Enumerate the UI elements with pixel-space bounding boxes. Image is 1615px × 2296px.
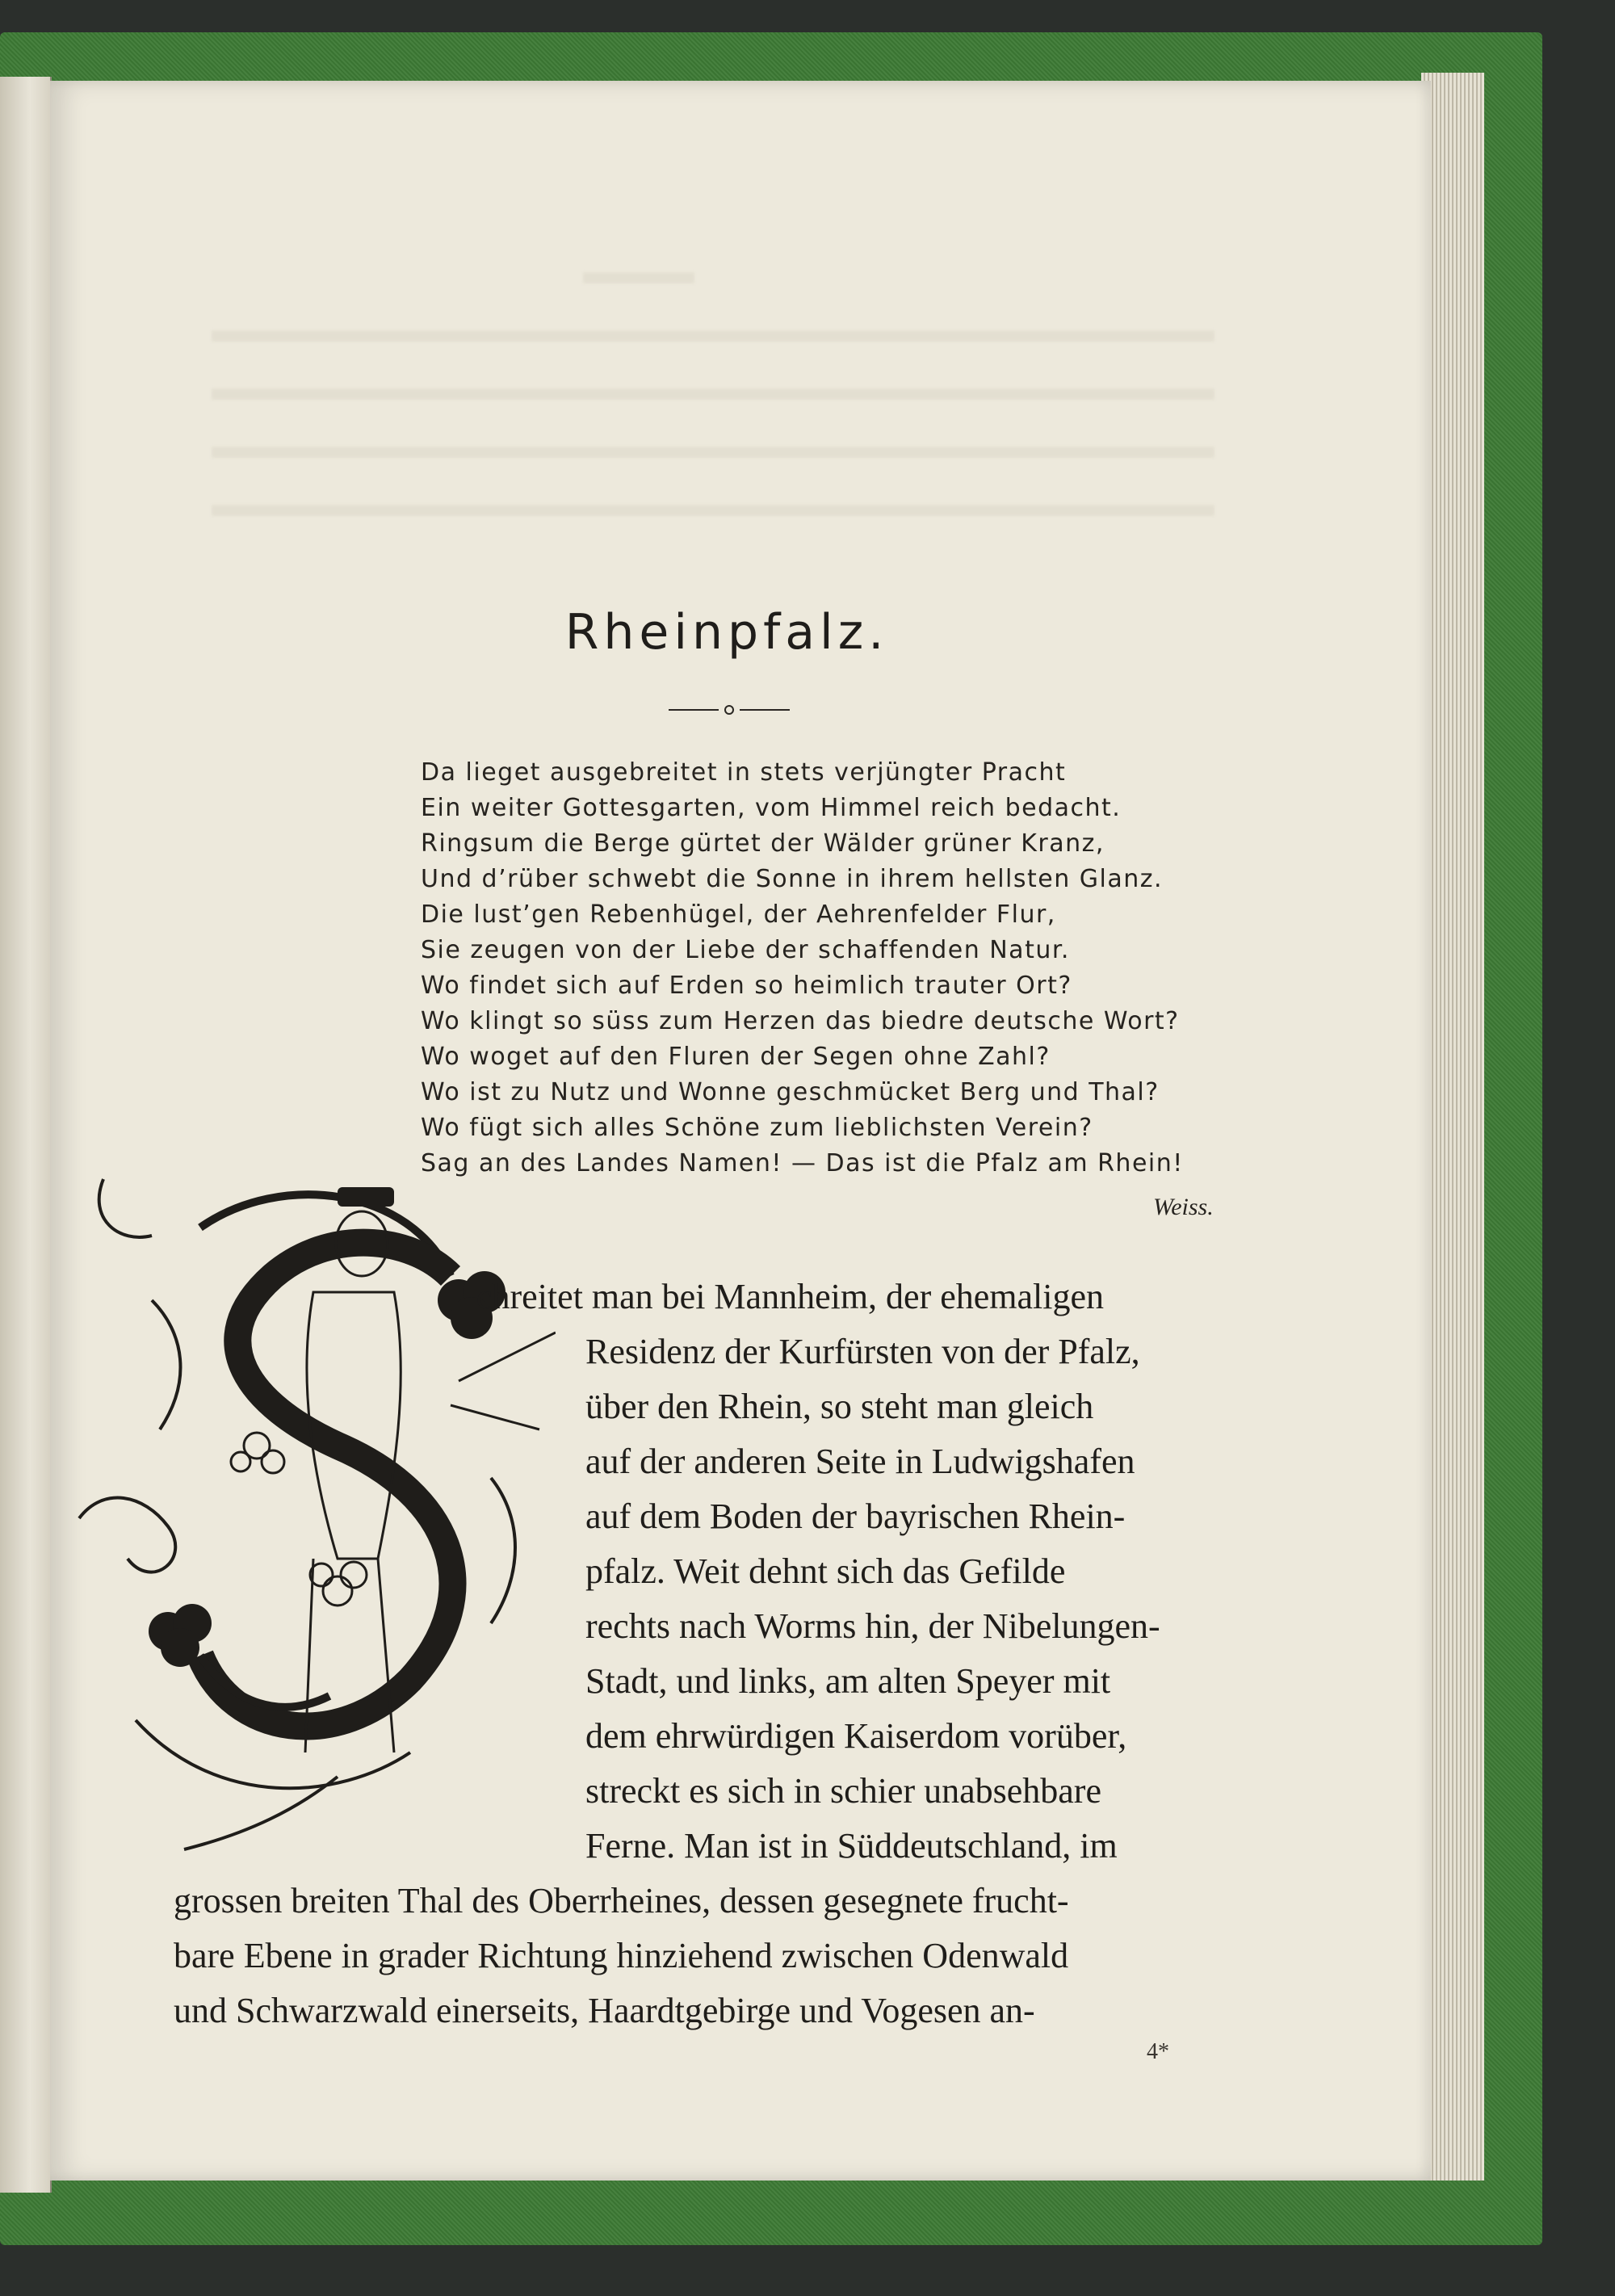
poem-line: Wo klingt so süss zum Herzen das biedre deutsche Wort? (421, 1007, 1180, 1035)
poem-line: Und d’rüber schwebt die Sonne in ihrem hellsten Glanz. (421, 865, 1164, 893)
prose-line: und Schwarzwald einerseits, Haardtgebirge und Vogesen an- (174, 1991, 1035, 2030)
show-through-text: ▬▬▬ ▬▬▬▬▬▬▬▬▬▬▬▬▬▬▬▬▬▬▬▬▬▬▬▬▬▬▬ ▬▬▬▬▬▬▬▬▬▬▬▬▬▬▬▬▬▬▬▬▬▬▬▬▬▬▬ ▬▬▬▬▬▬▬▬▬▬▬▬▬▬▬▬▬▬▬▬▬▬▬▬▬▬▬ ▬▬▬▬▬▬▬▬▬▬▬▬▬▬▬▬▬▬▬▬▬▬▬▬▬▬▬ (212, 250, 1214, 524)
poem-line: Da lieget ausgebreitet in stets verjüngter Pracht (421, 758, 1067, 787)
prose-line: Stadt, und links, am alten Speyer mit (585, 1661, 1111, 1701)
page-title: Rheinpfalz. (564, 604, 889, 661)
poem-line: Ringsum die Berge gürtet der Wälder grüner Kranz, (421, 829, 1105, 858)
prose-line: Residenz der Kurfürsten von der Pfalz, (585, 1332, 1140, 1371)
prose-line: grossen breiten Thal des Oberrheines, dessen gesegnete frucht- (174, 1881, 1069, 1920)
poem-line: Sag an des Landes Namen! — Das ist die Pfalz am Rhein! (421, 1149, 1184, 1177)
prose-line: bare Ebene in grader Richtung hinziehend zwischen Odenwald (174, 1936, 1069, 1975)
poem-line: Ein weiter Gottesgarten, vom Himmel reich bedacht. (421, 794, 1122, 822)
poem-line: Wo woget auf den Fluren der Segen ohne Zahl? (421, 1043, 1051, 1071)
prose-line: über den Rhein, so steht man gleich (585, 1387, 1094, 1426)
poem-line: Sie zeugen von der Liebe der schaffenden Natur. (421, 936, 1070, 964)
facing-page-edge (0, 77, 52, 2193)
prose-line: chreitet man bei Mannheim, der ehemaligen (476, 1277, 1105, 1316)
prose-line: pfalz. Weit dehnt sich das Gefilde (585, 1551, 1066, 1591)
poem-line: Wo ist zu Nutz und Wonne geschmücket Berg und Thal? (421, 1078, 1160, 1106)
prose-line: auf der anderen Seite in Ludwigshafen (585, 1442, 1135, 1481)
poem-line: Wo findet sich auf Erden so heimlich trauter Ort? (421, 972, 1072, 1000)
prose-line: auf dem Boden der bayrischen Rhein- (585, 1496, 1126, 1536)
prose-line: rechts nach Worms hin, der Nibelungen- (585, 1606, 1160, 1646)
prose-line: Ferne. Man ist in Süddeutschland, im (585, 1826, 1118, 1866)
prose-line: dem ehrwürdigen Kaiserdom vorüber, (585, 1716, 1127, 1756)
poem (421, 755, 1309, 1182)
poem-line: Wo fügt sich alles Schöne zum lieblichsten Verein? (421, 1114, 1093, 1142)
prose-line: streckt es sich in schier unabsehbare (585, 1771, 1101, 1811)
poem-author: Weiss. (1153, 1194, 1214, 1220)
illustrated-initial-s-icon (71, 1139, 556, 1857)
title-divider-ornament (669, 704, 790, 716)
page-number: 4* (1147, 2039, 1169, 2064)
poem-line: Die lust’gen Rebenhügel, der Aehrenfelder Flur, (421, 900, 1056, 929)
